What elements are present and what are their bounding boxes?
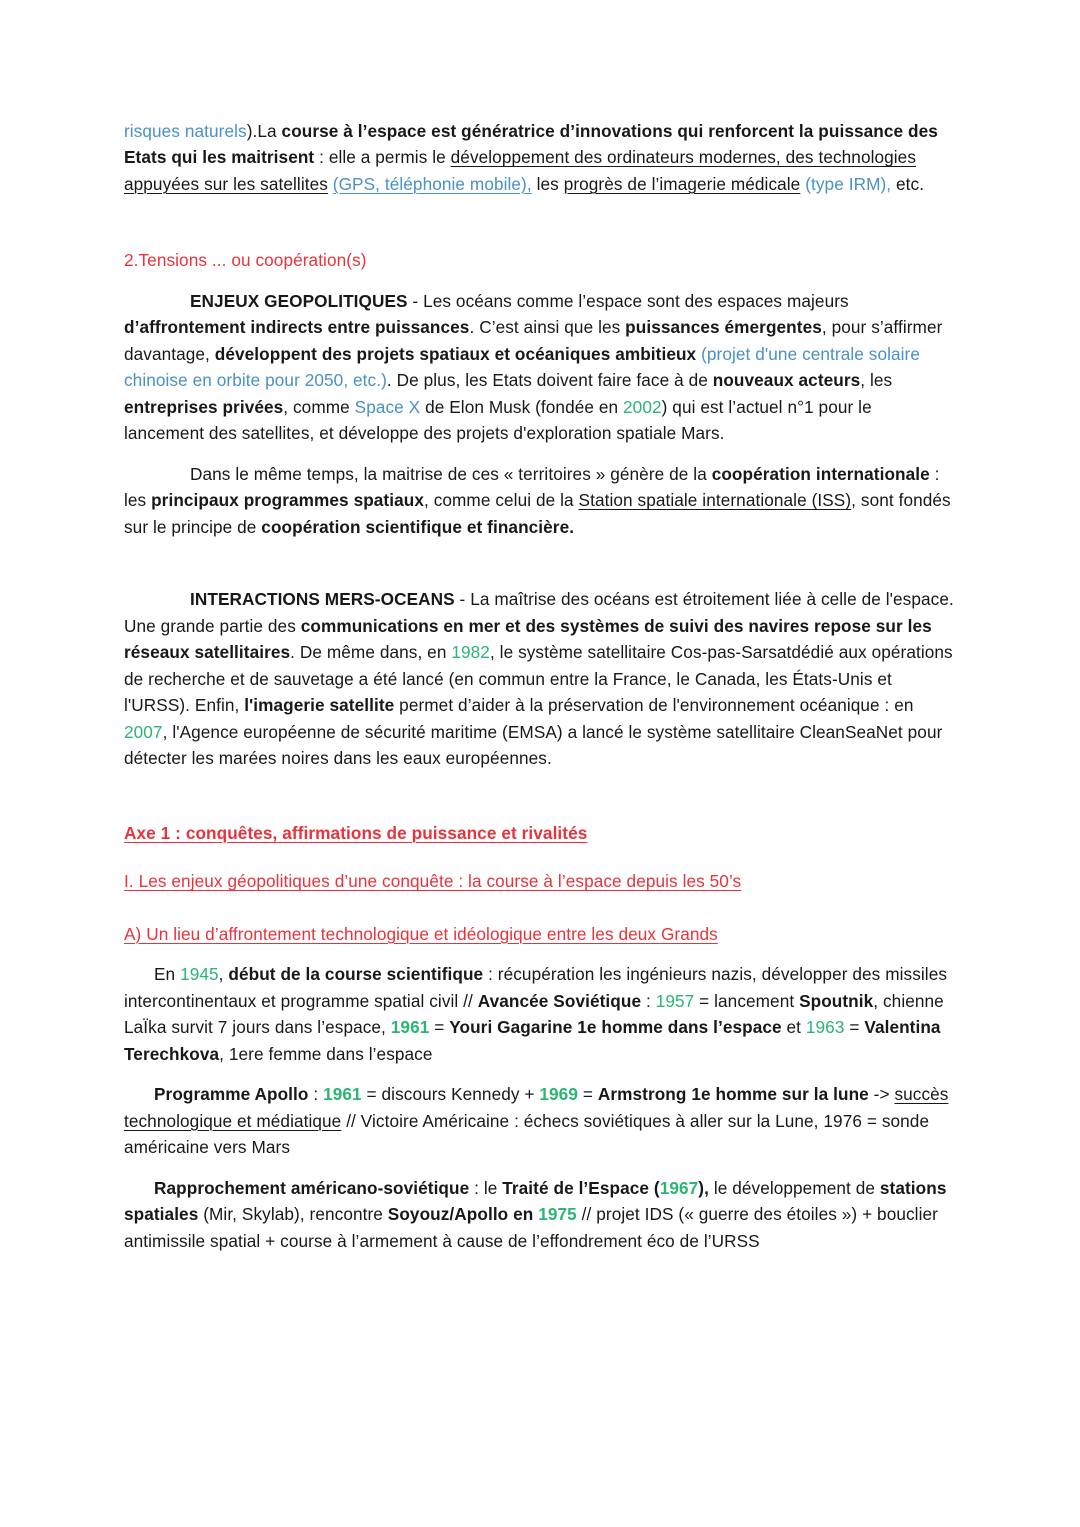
paragraph-programme-apollo — [124, 1081, 956, 1160]
text-run: , sont fondés sur le principe de — [124, 490, 951, 537]
text-run: , chienne LaÏka survit 7 jours dans l’espace, — [124, 990, 944, 1038]
text-run: = discours Kennedy + — [361, 1084, 540, 1105]
text-run: : — [308, 1084, 324, 1105]
document-body — [124, 118, 956, 1254]
spacer — [124, 947, 956, 961]
text-run: // Victoire Américaine : échecs soviétiques à aller sur la Lune, 1976 = sonde américaine vers Mars — [124, 1110, 930, 1158]
text-run: 1975 — [538, 1204, 577, 1225]
spacer — [124, 447, 956, 461]
text-run: : le — [469, 1177, 503, 1198]
text-run: (GPS, téléphonie mobile), — [332, 173, 532, 194]
text-run: Avancée Soviétique — [477, 990, 642, 1011]
text-run: . C’est ainsi que les — [469, 317, 626, 338]
text-run: développement des ordinateurs modernes, des technologies appuyées sur les satellites — [124, 147, 917, 194]
text-run: , le système satellitaire Cos-pas-Sarsatdédié aux opérations de recherche et de sauvetage a été lancé (en commun entre la France, le Canada, les États-Unis et l'URSS). Enfin, — [124, 642, 953, 716]
paragraph-interactions-mers-oceans — [124, 586, 956, 771]
text-run: progrès de l’imagerie médicale — [563, 173, 801, 194]
text-run: // projet IDS (« guerre des étoiles ») + bouclier antimissile spatial + course à l’armement à cause de l’effondrement éco de l’URSS — [124, 1204, 938, 1251]
heading-axe-1 — [124, 820, 956, 846]
text-run: 2007 — [124, 721, 163, 742]
text-run: nouveaux acteurs — [712, 370, 861, 391]
text-run: début de la course scientifique — [228, 964, 484, 985]
text-run: , l'Agence européenne de sécurité maritime (EMSA) a lancé le système satellitaire CleanSeaNet pour détecter les marées noires dans les eaux européennes. — [124, 721, 943, 769]
text-run: le développement de — [708, 1177, 880, 1198]
spacer — [124, 274, 956, 288]
text-run: ).La — [246, 121, 282, 141]
text-run: stations spatiales — [124, 1177, 947, 1225]
text-run: , 1ere femme dans l’espace — [219, 1043, 433, 1064]
text-run: (type IRM), — [805, 173, 892, 194]
heading-2-tensions: 2.Tensions ... ou coopération(s) — [124, 250, 367, 271]
text-run: = — [844, 1017, 865, 1038]
paragraph-enjeux-geopolitiques — [124, 288, 956, 447]
text-run: entreprises privées — [124, 396, 284, 417]
text-run: les — [531, 173, 564, 194]
heading-roman-1 — [124, 868, 956, 894]
paragraph-rapprochement — [124, 1175, 956, 1254]
text-run: . De plus, les Etats doivent faire face à de — [386, 370, 713, 391]
spacer — [124, 540, 956, 586]
text-run: Dans le même temps, la maitrise de ces « territoires » génère de la — [190, 463, 712, 484]
text-run: Armstrong 1e homme sur la lune — [597, 1084, 869, 1105]
text-run: ENJEUX GEOPOLITIQUES — [190, 290, 408, 311]
text-run: -> — [868, 1084, 895, 1105]
text-run: principaux programmes spatiaux — [151, 490, 424, 511]
text-run: INTERACTIONS MERS-OCEANS — [190, 589, 455, 610]
text-run: : elle a permis le — [314, 147, 451, 168]
text-run: 1963 — [805, 1017, 845, 1038]
text-run: puissances émergentes — [625, 317, 822, 338]
text-run: (projet d'une centrale solaire chinoise en orbite pour 2050, etc.) — [124, 343, 921, 391]
text-run: = — [429, 1017, 450, 1038]
paragraph-1945-course-scientifique — [124, 961, 956, 1067]
text-run: 1961 — [323, 1084, 362, 1105]
text-run: etc. — [891, 173, 925, 194]
heading-sub-a-label: A) Un lieu d’affrontement technologique et idéologique entre les deux Grands — [124, 923, 718, 944]
text-run: - Les océans comme l’espace sont des espaces majeurs — [407, 290, 849, 311]
text-run: développent des projets spatiaux et océaniques ambitieux — [214, 343, 697, 364]
text-run: , — [218, 964, 229, 985]
heading-axe-1-label: Axe 1 : conquêtes, affirmations de puissance et rivalités — [124, 822, 588, 843]
text-run: 1982 — [451, 642, 490, 663]
text-run: communications en mer et des systèmes de suivi des navires repose sur les réseaux satellitaires — [124, 615, 932, 663]
text-run: l'imagerie satellite — [244, 695, 395, 716]
text-run: 1969 — [539, 1084, 578, 1105]
text-run: : — [641, 990, 656, 1011]
paragraph-cooperation-internationale — [124, 461, 956, 540]
text-run: course à l’espace est génératrice d’innovations qui renforcent la puissance des Etats qui les maitrisent — [124, 121, 938, 168]
spacer — [124, 197, 956, 247]
spacer — [124, 846, 956, 868]
text-run: risques naturels — [124, 121, 247, 141]
text-run: , pour s’affirmer davantage, — [124, 317, 943, 364]
text-run: succès technologique et médiatique — [124, 1084, 949, 1131]
paragraph-risques-naturels — [124, 118, 956, 197]
text-run: Rapprochement américano-soviétique — [154, 1177, 470, 1198]
spacer — [124, 1067, 956, 1081]
spacer — [124, 895, 956, 921]
text-run: 2002 — [623, 396, 662, 417]
text-run: 1967 — [659, 1177, 699, 1198]
text-run: coopération scientifique et financière. — [261, 516, 575, 537]
text-run: d’affrontement indirects entre puissances — [124, 317, 470, 338]
text-run: permet d’aider à la préservation de l'environnement océanique : en — [394, 695, 914, 716]
heading-sub-a — [124, 921, 956, 947]
spacer — [124, 1161, 956, 1175]
text-run: - La maîtrise des océans est étroitement liée à celle de l'espace. Une grande partie des — [124, 589, 954, 636]
text-run: Youri Gagarine 1e homme dans l’espace — [449, 1017, 782, 1038]
text-run: ), — [698, 1177, 709, 1198]
text-run: Soyouz/Apollo en — [387, 1204, 539, 1225]
text-run: coopération internationale — [711, 463, 930, 484]
text-run: (Mir, Skylab), rencontre — [198, 1204, 388, 1225]
text-run: Programme Apollo — [154, 1084, 309, 1105]
text-run: , comme — [283, 396, 355, 417]
text-run: Space X — [354, 396, 421, 417]
text-run: : les — [124, 463, 940, 511]
text-run: , comme celui de la — [423, 490, 579, 511]
text-run: Station spatiale internationale (ISS) — [578, 490, 852, 511]
text-run: ) qui est l’actuel n°1 pour le lancement des satellites, et développe des projets d'exploration spatiale Mars. — [124, 396, 872, 444]
text-run: 1945 — [180, 964, 219, 985]
text-run: et — [781, 1017, 806, 1038]
text-run: Traité de l’Espace ( — [502, 1177, 660, 1198]
text-run: de Elon Musk (fondée en — [420, 396, 624, 417]
text-run: = lancement — [694, 990, 800, 1011]
text-run: = — [577, 1084, 598, 1105]
spacer — [124, 772, 956, 820]
text-run: 1961 — [390, 1017, 430, 1038]
text-run: 1957 — [655, 990, 695, 1011]
text-run: : récupération les ingénieurs nazis, développer des missiles intercontinentaux et programme spatial civil // — [124, 964, 948, 1011]
text-run: . De même dans, en — [290, 642, 452, 663]
text-run: , les — [860, 370, 893, 391]
text-run: Valentina Terechkova — [124, 1017, 941, 1064]
heading-roman-1-label: I. Les enjeux géopolitiques d’une conquête : la course à l’espace depuis les 50’s — [124, 871, 742, 892]
text-run: En — [154, 964, 181, 985]
text-run: Spoutnik — [799, 990, 874, 1011]
